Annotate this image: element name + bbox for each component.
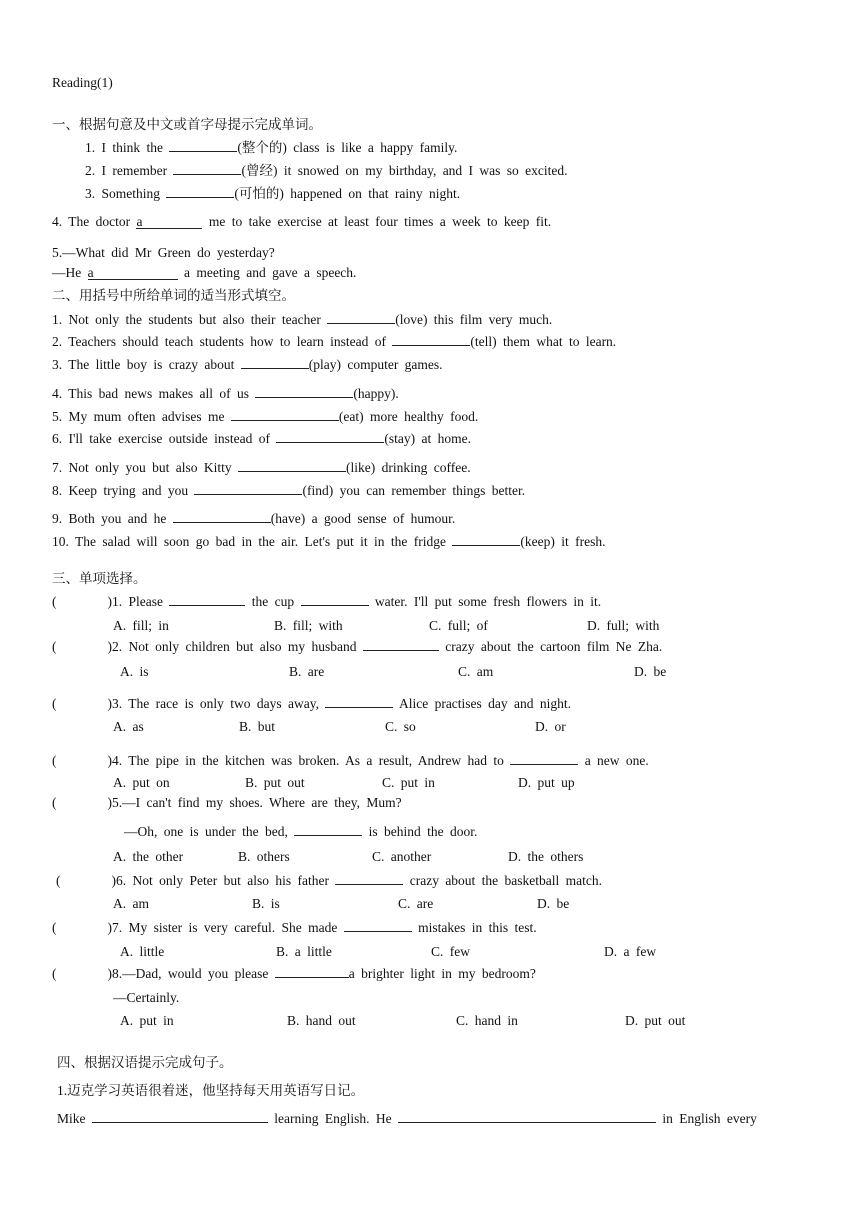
option-b[interactable]: B. a little xyxy=(276,944,332,959)
s3-question-1: ( )1. Please the cup water. I'll put some fresh flowers in it. xyxy=(52,594,602,609)
answer-blank[interactable] xyxy=(276,430,384,443)
s3-question-8: ( )8.—Dad, would you please a brighter light in my bedroom? xyxy=(52,966,536,981)
s2-question-9: 9. Both you and he (have) a good sense of humour. xyxy=(52,511,456,526)
s4-question-1-english: Mike learning English. He in English every xyxy=(57,1111,757,1126)
option-a[interactable]: A. the other xyxy=(113,849,184,864)
option-c[interactable]: C. put in xyxy=(382,775,435,790)
answer-blank[interactable] xyxy=(166,185,234,198)
section-2-heading: 二、用括号中所给单词的适当形式填空。 xyxy=(52,288,295,303)
s2-question-8: 8. Keep trying and you (find) you can remember things better. xyxy=(52,483,526,498)
s3-question-8-line2: —Certainly. xyxy=(113,990,180,1005)
s3-question-5-line2: —Oh, one is under the bed, is behind the door. xyxy=(124,824,478,839)
answer-paren[interactable]: ( ) xyxy=(52,920,112,935)
answer-blank[interactable] xyxy=(398,1110,656,1123)
answer-blank[interactable] xyxy=(344,919,412,932)
s1-question-1: 1. I think the (整个的) class is like a happy family. xyxy=(85,140,458,155)
option-a[interactable]: A. as xyxy=(113,719,144,734)
answer-blank[interactable] xyxy=(169,139,237,152)
answer-blank[interactable] xyxy=(173,510,271,523)
answer-blank[interactable] xyxy=(241,356,309,369)
s2-question-3: 3. The little boy is crazy about (play) computer games. xyxy=(52,357,443,372)
s4-question-1-chinese: 1.迈克学习英语很着迷，他坚持每天用英语写日记。 xyxy=(57,1083,365,1098)
answer-blank[interactable]: a xyxy=(136,214,202,229)
option-c[interactable]: C. few xyxy=(431,944,470,959)
section-1-heading: 一、根据句意及中文或首字母提示完成单词。 xyxy=(52,117,322,132)
answer-blank[interactable] xyxy=(392,333,470,346)
answer-blank[interactable] xyxy=(301,593,369,606)
s3-question-5: ( )5.—I can't find my shoes. Where are they, Mum? xyxy=(52,795,402,810)
answer-blank[interactable] xyxy=(363,638,439,651)
option-a[interactable]: A. am xyxy=(113,896,149,911)
option-a[interactable]: A. put in xyxy=(120,1013,174,1028)
option-d[interactable]: D. put out xyxy=(625,1013,686,1028)
answer-paren[interactable]: ( ) xyxy=(52,753,112,768)
answer-blank[interactable] xyxy=(325,695,393,708)
option-a[interactable]: A. little xyxy=(120,944,165,959)
s1-question-5-line1: 5.—What did Mr Green do yesterday? xyxy=(52,245,275,260)
option-d[interactable]: D. the others xyxy=(508,849,584,864)
s2-question-10: 10. The salad will soon go bad in the air. Let's put it in the fridge (keep) it fresh. xyxy=(52,534,606,549)
answer-blank[interactable] xyxy=(238,459,346,472)
answer-paren[interactable]: ( ) xyxy=(52,594,112,609)
s3-question-3: ( )3. The race is only two days away, Alice practises day and night. xyxy=(52,696,572,711)
section-4-heading: 四、根据汉语提示完成句子。 xyxy=(57,1055,233,1070)
s2-question-7: 7. Not only you but also Kitty (like) drinking coffee. xyxy=(52,460,471,475)
option-b[interactable]: B. others xyxy=(238,849,290,864)
section-3-heading: 三、单项选择。 xyxy=(52,571,147,586)
s1-question-4: 4. The doctor a me to take exercise at least four times a week to keep fit. xyxy=(52,214,552,229)
answer-paren[interactable]: ( ) xyxy=(52,696,112,711)
answer-blank[interactable] xyxy=(275,965,349,978)
s2-question-5: 5. My mum often advises me (eat) more healthy food. xyxy=(52,409,479,424)
s2-question-2: 2. Teachers should teach students how to learn instead of (tell) them what to learn. xyxy=(52,334,617,349)
answer-blank[interactable] xyxy=(335,872,403,885)
s1-question-2: 2. I remember (曾经) it snowed on my birthday, and I was so excited. xyxy=(85,163,568,178)
s2-question-1: 1. Not only the students but also their teacher (love) this film very much. xyxy=(52,312,553,327)
s3-question-7: ( )7. My sister is very careful. She made mistakes in this test. xyxy=(52,920,537,935)
option-b[interactable]: B. fill; with xyxy=(274,618,343,633)
option-b[interactable]: B. are xyxy=(289,664,325,679)
answer-blank[interactable] xyxy=(452,533,520,546)
s3-question-2: ( )2. Not only children but also my husband crazy about the cartoon film Ne Zha. xyxy=(52,639,663,654)
answer-blank[interactable] xyxy=(231,408,339,421)
answer-paren[interactable]: ( ) xyxy=(52,639,112,654)
s1-question-5-line2: —He a a meeting and gave a speech. xyxy=(52,265,357,280)
answer-blank[interactable] xyxy=(92,1110,268,1123)
answer-paren[interactable]: ( ) xyxy=(52,966,112,981)
s3-question-4: ( )4. The pipe in the kitchen was broken. As a result, Andrew had to a new one. xyxy=(52,753,649,768)
option-c[interactable]: C. full; of xyxy=(429,618,488,633)
option-a[interactable]: A. put on xyxy=(113,775,170,790)
s1-question-3: 3. Something (可怕的) happened on that rainy night. xyxy=(85,186,461,201)
option-d[interactable]: D. be xyxy=(537,896,570,911)
s2-question-6: 6. I'll take exercise outside instead of (stay) at home. xyxy=(52,431,471,446)
option-c[interactable]: C. am xyxy=(458,664,494,679)
answer-paren[interactable]: ( ) xyxy=(52,795,112,810)
answer-blank[interactable] xyxy=(510,752,578,765)
page-title: Reading(1) xyxy=(52,75,113,90)
s3-question-6: ( )6. Not only Peter but also his father crazy about the basketball match. xyxy=(56,873,603,888)
option-b[interactable]: B. is xyxy=(252,896,280,911)
option-b[interactable]: B. hand out xyxy=(287,1013,356,1028)
answer-blank[interactable] xyxy=(169,593,245,606)
answer-blank[interactable] xyxy=(194,482,302,495)
option-d[interactable]: D. put up xyxy=(518,775,575,790)
answer-blank[interactable] xyxy=(255,385,353,398)
option-d[interactable]: D. a few xyxy=(604,944,657,959)
option-d[interactable]: D. full; with xyxy=(587,618,660,633)
option-b[interactable]: B. put out xyxy=(245,775,305,790)
option-c[interactable]: C. are xyxy=(398,896,434,911)
answer-paren[interactable]: ( ) xyxy=(56,873,116,888)
option-c[interactable]: C. another xyxy=(372,849,432,864)
option-d[interactable]: D. be xyxy=(634,664,667,679)
answer-blank[interactable]: a xyxy=(88,265,178,280)
s2-question-4: 4. This bad news makes all of us (happy). xyxy=(52,386,399,401)
option-c[interactable]: C. hand in xyxy=(456,1013,518,1028)
option-d[interactable]: D. or xyxy=(535,719,566,734)
option-a[interactable]: A. fill; in xyxy=(113,618,169,633)
answer-blank[interactable] xyxy=(173,162,241,175)
answer-blank[interactable] xyxy=(327,311,395,324)
answer-blank[interactable] xyxy=(294,823,362,836)
option-a[interactable]: A. is xyxy=(120,664,149,679)
option-c[interactable]: C. so xyxy=(385,719,416,734)
option-b[interactable]: B. but xyxy=(239,719,276,734)
